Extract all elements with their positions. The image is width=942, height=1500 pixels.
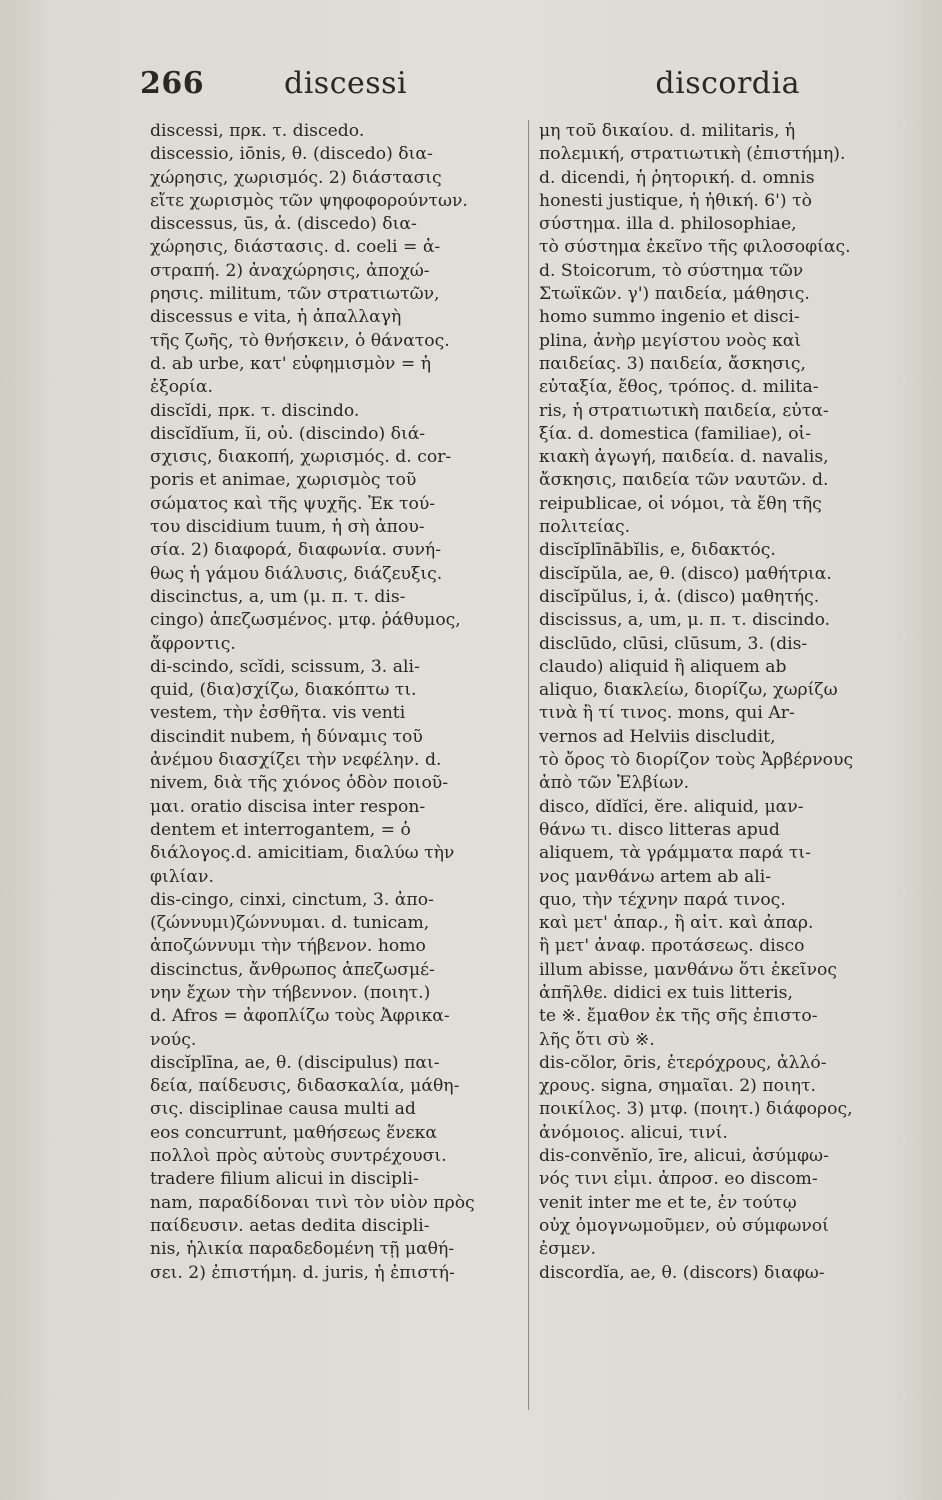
text-line: nis, ἡλικία παραδεδομένη τῇ μαθή- bbox=[150, 1239, 455, 1260]
text-line: διάλογος.d. amicitiam, διαλύω τὴν bbox=[150, 843, 455, 864]
text-line: claudo) aliquid ἢ aliquem ab bbox=[539, 656, 787, 677]
text-line: discessi, πρκ. τ. discedo. bbox=[150, 121, 365, 141]
text-line: σία. 2) διαφορά, διαφωνία. συνή- bbox=[150, 540, 442, 561]
text-line: λῆς ὅτι σὺ ※. bbox=[539, 1029, 655, 1050]
text-line: ἐξορία. bbox=[150, 377, 213, 398]
text-line: μαι. oratio discisa inter respon- bbox=[150, 796, 426, 817]
text-line: ἀνέμου διασχίζει τὴν νεφέλην. d. bbox=[150, 750, 442, 771]
text-line: discindit nubem, ἡ δύναμις τοῦ bbox=[150, 726, 423, 747]
text-line: σις. disciplinae causa multi ad bbox=[150, 1099, 416, 1120]
text-line: dis-cingo, cinxi, cinctum, 3. ἀπο- bbox=[150, 889, 434, 910]
text-line: discĭdĭum, ĭi, οὐ. (discindo) διά- bbox=[150, 423, 426, 444]
text-line: (ζώννυμι)ζώννυμαι. d. tunicam, bbox=[150, 913, 430, 934]
text-line: μη τοῦ δικαίου. d. militaris, ἡ bbox=[539, 121, 796, 141]
text-line: Στωϊκῶν. γ') παιδεία, μάθησις. bbox=[539, 284, 810, 305]
right-column bbox=[539, 120, 886, 1285]
text-line: d. Stoicorum, τὸ σύστημα τῶν bbox=[539, 260, 804, 281]
text-line: discĭpŭlus, i, ἀ. (disco) μαθητής. bbox=[539, 586, 820, 607]
text-line: νην ἔχων τὴν τήβεννον. (ποιητ.) bbox=[150, 982, 431, 1003]
text-line: νούς. bbox=[150, 1029, 197, 1050]
text-line: aliquo, διακλείω, διορίζω, χωρίζω bbox=[539, 680, 838, 701]
text-line: eos concurrunt, μαθήσεως ἕνεκα bbox=[150, 1122, 438, 1143]
text-line: δεία, παίδευσις, διδασκαλία, μάθη- bbox=[150, 1076, 460, 1097]
page-header bbox=[140, 66, 820, 110]
text-line: d. ab urbe, κατ' εὐφημισμὸν = ἡ bbox=[150, 353, 431, 374]
text-line: honesti justique, ἡ ἠθική. 6') τὸ bbox=[539, 190, 812, 211]
text-line: vernos ad Helviis discludit, bbox=[539, 726, 776, 747]
text-line: του discidium tuum, ἡ σὴ ἀπου- bbox=[150, 517, 425, 538]
text-line: disclūdo, clūsi, clūsum, 3. (dis- bbox=[539, 633, 808, 654]
text-line: discessus e vita, ἡ ἀπαλλαγὴ bbox=[150, 307, 402, 328]
text-line: ρησις. militum, τῶν στρατιωτῶν, bbox=[150, 284, 440, 305]
text-line: discessio, iōnis, θ. (discedo) δια- bbox=[150, 144, 433, 165]
text-line: τὸ σύστημα ἐκεῖνο τῆς φιλοσοφίας. bbox=[539, 237, 851, 258]
text-line: τῆς ζωῆς, τὸ θνήσκειν, ὁ θάνατος. bbox=[150, 330, 450, 351]
column-divider bbox=[528, 120, 529, 1410]
text-line: θως ἡ γάμου διάλυσις, διάζευξις. bbox=[150, 563, 443, 584]
text-line: venit inter me et te, ἐν τούτῳ bbox=[539, 1192, 797, 1213]
text-line: ἀπῆλθε. didici ex tuis litteris, bbox=[539, 982, 793, 1003]
text-line: discĭplīnābĭlis, e, διδακτός. bbox=[539, 540, 776, 561]
text-line: σώματος καὶ τῆς ψυχῆς. Ἐκ τού- bbox=[150, 493, 436, 514]
text-line: εἴτε χωρισμὸς τῶν ψηφοφορούντων. bbox=[150, 190, 468, 211]
text-line: d. Afros = ἀφοπλίζω τοὺς Ἀφρικα- bbox=[150, 1006, 450, 1027]
header-last-entry: discordia bbox=[655, 66, 800, 101]
text-line: discinctus, ἄνθρωπος ἀπεζωσμέ- bbox=[150, 959, 435, 980]
text-line: disco, dĭdĭci, ĕre. aliquid, μαν- bbox=[539, 796, 804, 817]
text-line: πολεμική, στρατιωτικὴ (ἐπιστήμη). bbox=[539, 144, 846, 165]
text-line: τινὰ ἢ τί τινος. mons, qui Ar- bbox=[539, 703, 795, 724]
header-first-entry: discessi bbox=[284, 66, 408, 101]
left-column bbox=[150, 120, 497, 1285]
text-line: χώρησις, διάστασις. d. coeli = ἀ- bbox=[150, 237, 441, 258]
text-line: reipublicae, οἱ νόμοι, τὰ ἔθη τῆς bbox=[539, 493, 822, 514]
text-line: nam, παραδίδοναι τινὶ τὸν υἱὸν πρὸς bbox=[150, 1192, 475, 1213]
text-line: πολιτείας. bbox=[539, 517, 631, 538]
text-line: ἀπὸ τῶν Ἑλβίων. bbox=[539, 773, 690, 794]
text-line: χρους. signa, σημαῖαι. 2) ποιητ. bbox=[539, 1076, 817, 1097]
text-line: ἄσκησις, παιδεία τῶν ναυτῶν. d. bbox=[539, 470, 829, 491]
text-line: dis-cŏlor, ōris, ἑτερόχρους, ἀλλό- bbox=[539, 1052, 827, 1073]
text-line: discordĭa, ae, θ. (discors) διαφω- bbox=[539, 1262, 825, 1283]
text-line: discĭplīna, ae, θ. (discipulus) παι- bbox=[150, 1052, 440, 1073]
text-line: dis-convĕnĭo, īre, alicui, ἀσύμφω- bbox=[539, 1146, 829, 1167]
text-line: πολλοὶ πρὸς αὐτοὺς συντρέχουσι. bbox=[150, 1146, 447, 1167]
text-line: οὐχ ὁμογνωμοῦμεν, οὐ σύμφωνοί bbox=[539, 1215, 829, 1236]
text-line: φιλίαν. bbox=[150, 866, 214, 887]
text-line: εὐταξία, ἔθος, τρόπος. d. milita- bbox=[539, 377, 819, 398]
text-line: di-scindo, scĭdi, scissum, 3. ali- bbox=[150, 656, 420, 677]
text-line: discĭdi, πρκ. τ. discindo. bbox=[150, 400, 360, 421]
text-line: σύστημα. illa d. philosophiae, bbox=[539, 214, 797, 235]
text-line: poris et animae, χωρισμὸς τοῦ bbox=[150, 470, 417, 491]
text-line: ἐσμεν. bbox=[539, 1239, 596, 1260]
text-line: καὶ μετ' ἀπαρ., ἢ αἰτ. καὶ ἀπαρ. bbox=[539, 913, 814, 934]
text-line: ἀποζώννυμι τὴν τήβενον. homo bbox=[150, 936, 426, 957]
text-line: tradere filium alicui in discipli- bbox=[150, 1169, 419, 1190]
text-line: στραπή. 2) ἀναχώρησις, ἀποχώ- bbox=[150, 260, 430, 281]
text-line: θάνω τι. disco litteras apud bbox=[539, 819, 780, 840]
text-line: ποικίλος. 3) μτφ. (ποιητ.) διάφορος, bbox=[539, 1099, 853, 1120]
text-line: d. dicendi, ἡ ῥητορική. d. omnis bbox=[539, 167, 815, 188]
text-line: nivem, διὰ τῆς χιόνος ὁδὸν ποιοῦ- bbox=[150, 773, 449, 794]
text-line: discinctus, a, um (μ. π. τ. dis- bbox=[150, 586, 406, 607]
text-line: plina, ἀνὴρ μεγίστου νοὸς καὶ bbox=[539, 330, 802, 351]
text-line: te ※. ἔμαθον ἐκ τῆς σῆς ἐπιστο- bbox=[539, 1006, 818, 1027]
text-line: ἢ μετ' ἀναφ. προτάσεως. disco bbox=[539, 936, 805, 957]
text-line: ἄφροντις. bbox=[150, 633, 236, 654]
text-line: cingo) ἀπεζωσμένος. μτφ. ῥάθυμος, bbox=[150, 610, 461, 631]
text-line: dentem et interrogantem, = ὁ bbox=[150, 819, 411, 840]
text-line: discessus, ūs, ἀ. (discedo) δια- bbox=[150, 214, 417, 235]
text-line: τὸ ὄρος τὸ διορίζον τοὺς Ἀρβέρνους bbox=[539, 750, 854, 771]
text-line: νός τινι εἰμι. ἀπροσ. eo discom- bbox=[539, 1169, 818, 1190]
text-line: κιακὴ ἀγωγή, παιδεία. d. navalis, bbox=[539, 447, 829, 468]
text-line: ξία. d. domestica (familiae), οἰ- bbox=[539, 423, 812, 444]
text-line: quo, τὴν τέχνην παρά τινος. bbox=[539, 889, 786, 910]
page-number: 266 bbox=[140, 66, 205, 101]
text-line: νος μανθάνω artem ab ali- bbox=[539, 866, 772, 887]
text-line: discissus, a, um, μ. π. τ. discindo. bbox=[539, 610, 831, 631]
text-line: χώρησις, χωρισμός. 2) διάστασις bbox=[150, 167, 442, 188]
text-line: aliquem, τὰ γράμματα παρά τι- bbox=[539, 843, 811, 864]
text-line: vestem, τὴν ἐσθῆτα. vis venti bbox=[150, 703, 406, 724]
text-line: ἀνόμοιος. alicui, τινί. bbox=[539, 1122, 728, 1143]
text-line: discĭpŭla, ae, θ. (disco) μαθήτρια. bbox=[539, 563, 832, 584]
text-line: σει. 2) ἐπιστήμη. d. juris, ἡ ἐπιστή- bbox=[150, 1262, 455, 1283]
text-line: quid, (δια)σχίζω, διακόπτω τι. bbox=[150, 680, 417, 701]
text-line: παιδείας. 3) παιδεία, ἄσκησις, bbox=[539, 353, 807, 374]
text-line: ris, ἡ στρατιωτικὴ παιδεία, εὐτα- bbox=[539, 400, 829, 421]
text-line: παίδευσιν. aetas dedita discipli- bbox=[150, 1215, 430, 1236]
text-line: homo summo ingenio et disci- bbox=[539, 307, 800, 328]
text-line: σχισις, διακοπή, χωρισμός. d. cor- bbox=[150, 447, 452, 468]
text-line: illum abisse, μανθάνω ὅτι ἐκεῖνος bbox=[539, 959, 838, 980]
